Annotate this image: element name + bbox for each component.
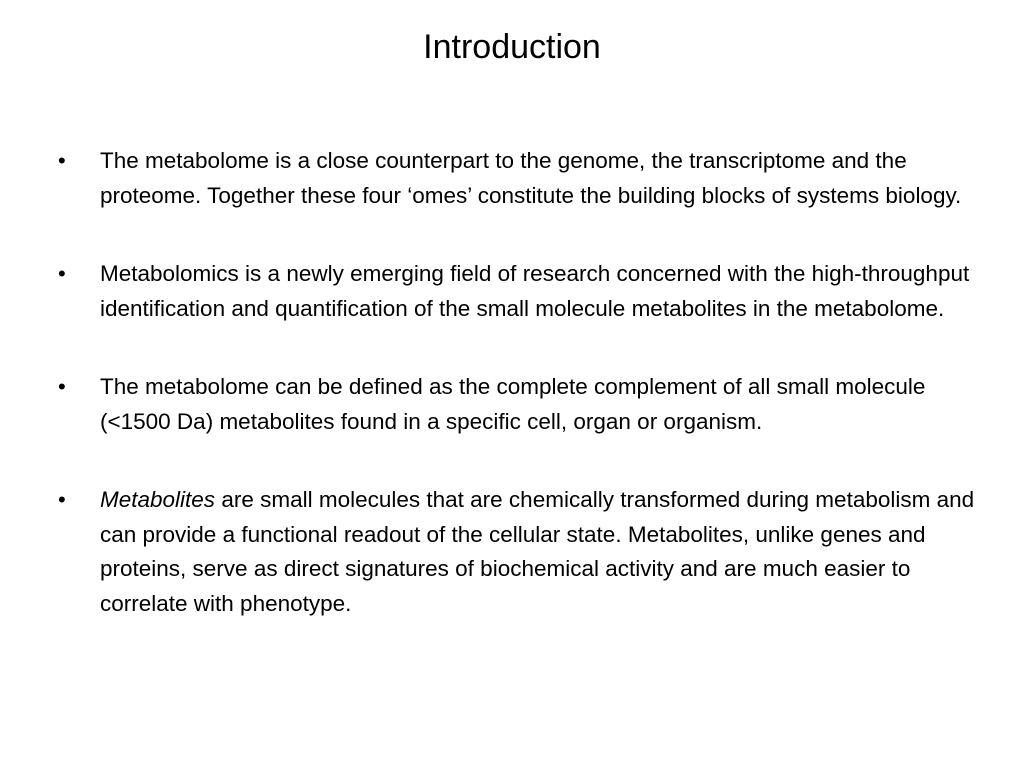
bullet-item [58, 483, 978, 621]
bullet-item [58, 144, 978, 213]
bullet-icon: • [58, 374, 66, 399]
bullet-icon: • [58, 261, 66, 286]
bullet-text: The metabolome is a close counterpart to the genome, the transcriptome and the proteome. Together these four ‘omes’ constitute the building blocks of systems biology. [100, 148, 962, 208]
slide-title: Introduction [423, 28, 601, 66]
bullet-text: Metabolomics is a newly emerging field of research concerned with the high-throughput identification and quantification of the small molecule metabolites in the metabolome. [100, 261, 970, 321]
bullet-icon: • [58, 148, 66, 173]
italic-term: Metabolites [100, 487, 216, 512]
bullet-text [100, 487, 974, 616]
bullet-item [58, 257, 978, 326]
bullet-item [58, 370, 978, 439]
bullet-text-rest: are small molecules that are chemically transformed during metabolism and can provide a functional readout of the cellular state. Metabolites, unlike genes and proteins, serve as direct signatures of biochemical activity and are much easier to correlate with phenotype. [100, 487, 975, 616]
bullet-list [58, 144, 978, 621]
bullet-icon: • [58, 487, 66, 512]
bullet-text: The metabolome can be defined as the complete complement of all small molecule (<1500 Da) metabolites found in a specific cell, organ or organism. [100, 374, 926, 434]
